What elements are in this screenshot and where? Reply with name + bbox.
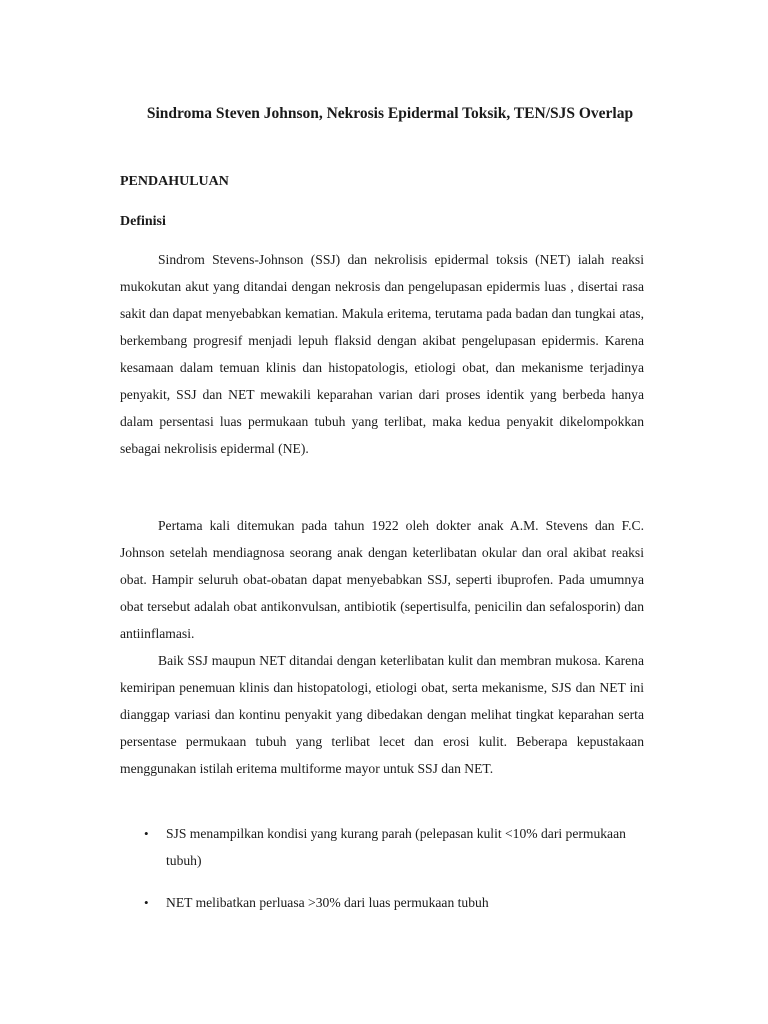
bullet-list	[140, 820, 644, 916]
paragraph-2	[120, 512, 644, 647]
bullet-icon: •	[144, 895, 149, 910]
paragraph-1-text: Sindrom Stevens-Johnson (SSJ) dan nekrolisis epidermal toksis (NET) ialah reaksi mukokutan akut yang ditandai dengan nekrosis dan pengelupasan epidermis luas , disertai rasa sakit dan dapat menyebabkan kematian. Makula eritema, terutama pada badan dan tungkai atas, berkembang progresif menjadi lepuh flaksid dengan akibat pengelupasan epidermis. Karena kesamaan dalam temuan klinis dan histopatologis, etiologi obat, dan mekanisme terjadinya penyakit, SSJ dan NET mewakili keparahan varian dari proses identik yang berbeda hanya dalam persentasi luas permukaan tubuh yang terlibat, maka kedua penyakit dikelompokkan sebagai nekrolisis epidermal (NE).	[120, 252, 644, 456]
paragraph-1	[120, 246, 644, 462]
document-title: Sindroma Steven Johnson, Nekrosis Epidermal Toksik, TEN/SJS Overlap	[146, 105, 634, 122]
paragraph-3	[120, 647, 644, 782]
list-item	[140, 820, 644, 874]
paragraph-2-text: Pertama kali ditemukan pada tahun 1922 oleh dokter anak A.M. Stevens dan F.C. Johnson setelah mendiagnosa seorang anak dengan keterlibatan okular dan oral akibat reaksi obat. Hampir seluruh obat-obatan dapat menyebabkan SSJ, seperti ibuprofen. Pada umumnya obat tersebut adalah obat antikonvulsan, antibiotik (sepertisulfa, penicilin dan sefalosporin) dan antiinflamasi.	[120, 518, 644, 641]
subheading-definisi: Definisi	[120, 214, 166, 229]
bullet-text: NET melibatkan perluasa >30% dari luas permukaan tubuh	[166, 895, 489, 910]
section-heading: PENDAHULUAN	[120, 174, 229, 189]
bullet-icon: •	[144, 826, 149, 841]
paragraph-3-text: Baik SSJ maupun NET ditandai dengan keterlibatan kulit dan membran mukosa. Karena kemiripan penemuan klinis dan histopatologi, etiologi obat, serta mekanisme, SJS dan NET ini dianggap variasi dan kontinu penyakit yang dibedakan dengan melihat tingkat keparahan serta persentase permukaan tubuh yang terlibat lecet dan erosi kulit. Beberapa kepustakaan menggunakan istilah eritema multiforme mayor untuk SSJ dan NET.	[120, 653, 644, 776]
list-item	[140, 889, 644, 916]
bullet-text: SJS menampilkan kondisi yang kurang parah (pelepasan kulit <10% dari permukaan tubuh)	[166, 826, 626, 868]
